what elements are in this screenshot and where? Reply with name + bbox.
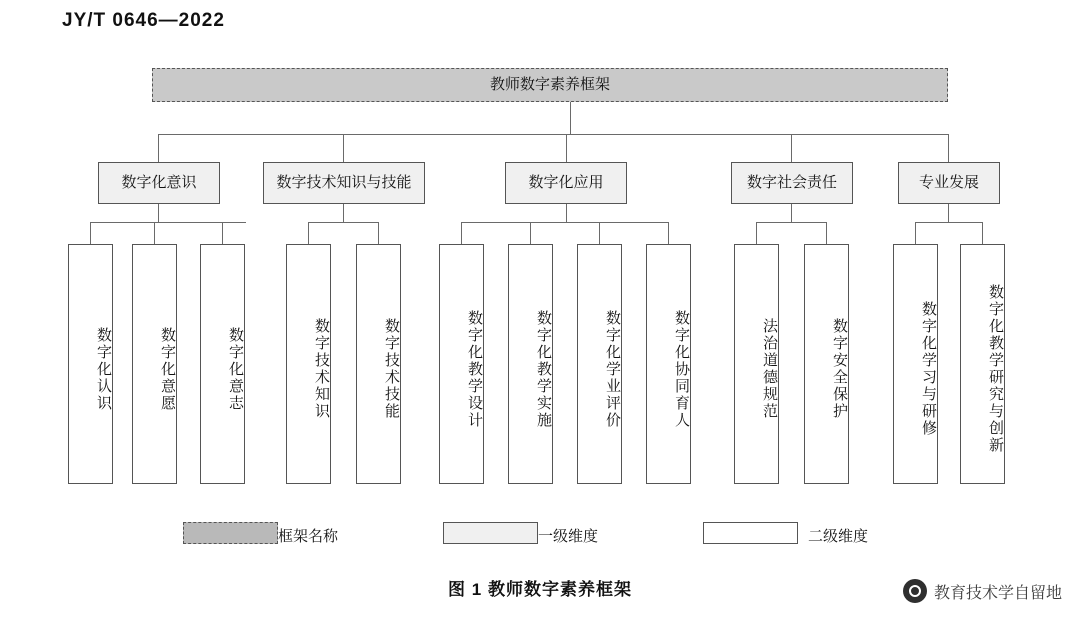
watermark-logo-icon — [903, 579, 927, 603]
connector-g3-bus — [461, 222, 668, 223]
document-code: JY/T 0646—2022 — [62, 10, 225, 31]
connector-level1-drop-5 — [948, 134, 949, 162]
figure-caption: 图 1 教师数字素养框架 — [448, 580, 632, 599]
legend-label-level2: 二级维度 — [808, 528, 869, 545]
subdimension-box-6: 数字化教学设计 — [439, 244, 484, 484]
connector-g5-stem — [948, 204, 949, 222]
connector-level1-drop-1 — [158, 134, 159, 162]
connector-g5-drop-1 — [915, 222, 916, 244]
connector-g3-drop-2 — [530, 222, 531, 244]
legend-label-root: 框架名称 — [278, 528, 339, 545]
subdimension-box-12: 数字化学习与研修 — [893, 244, 938, 484]
subdimension-box-2: 数字化意愿 — [132, 244, 177, 484]
connector-root-stem — [570, 102, 571, 134]
dimension-box-1: 数字化意识 — [98, 162, 220, 204]
subdimension-box-8: 数字化学业评价 — [577, 244, 622, 484]
connector-g2-drop-1 — [308, 222, 309, 244]
dimension-box-4: 数字社会责任 — [731, 162, 853, 204]
connector-g4-bus — [756, 222, 826, 223]
watermark — [903, 579, 1062, 603]
connector-g2-bus — [308, 222, 378, 223]
subdimension-box-3: 数字化意志 — [200, 244, 245, 484]
connector-g3-drop-4 — [668, 222, 669, 244]
subdimension-box-13: 数字化教学研究与创新 — [960, 244, 1005, 484]
connector-level1-drop-2 — [343, 134, 344, 162]
subdimension-box-7: 数字化教学实施 — [508, 244, 553, 484]
connector-g4-drop-1 — [756, 222, 757, 244]
connector-level1-drop-4 — [791, 134, 792, 162]
connector-g5-bus — [915, 222, 982, 223]
connector-g3-drop-1 — [461, 222, 462, 244]
framework-root-box: 教师数字素养框架 — [152, 68, 948, 102]
subdimension-box-10: 法治道德规范 — [734, 244, 779, 484]
connector-level1-drop-3 — [566, 134, 567, 162]
connector-g1-drop-3 — [222, 222, 223, 244]
connector-g4-drop-2 — [826, 222, 827, 244]
legend-swatch-level2 — [703, 522, 798, 544]
subdimension-box-1: 数字化认识 — [68, 244, 113, 484]
connector-level1-bus — [158, 134, 948, 135]
connector-g3-stem — [566, 204, 567, 222]
legend-swatch-level1 — [443, 522, 538, 544]
dimension-box-5: 专业发展 — [898, 162, 1000, 204]
connector-g5-drop-2 — [982, 222, 983, 244]
dimension-box-3: 数字化应用 — [505, 162, 627, 204]
legend-swatch-root — [183, 522, 278, 544]
subdimension-box-9: 数字化协同育人 — [646, 244, 691, 484]
legend-label-level1: 一级维度 — [538, 528, 599, 545]
connector-g2-drop-2 — [378, 222, 379, 244]
dimension-box-2: 数字技术知识与技能 — [263, 162, 425, 204]
connector-g1-drop-2 — [154, 222, 155, 244]
connector-g3-drop-3 — [599, 222, 600, 244]
subdimension-box-4: 数字技术知识 — [286, 244, 331, 484]
subdimension-box-11: 数字安全保护 — [804, 244, 849, 484]
connector-g1-drop-1 — [90, 222, 91, 244]
subdimension-box-5: 数字技术技能 — [356, 244, 401, 484]
connector-g1-stem — [158, 204, 159, 222]
watermark-text: 教育技术学自留地 — [933, 584, 1062, 602]
connector-g4-stem — [791, 204, 792, 222]
connector-g2-stem — [343, 204, 344, 222]
